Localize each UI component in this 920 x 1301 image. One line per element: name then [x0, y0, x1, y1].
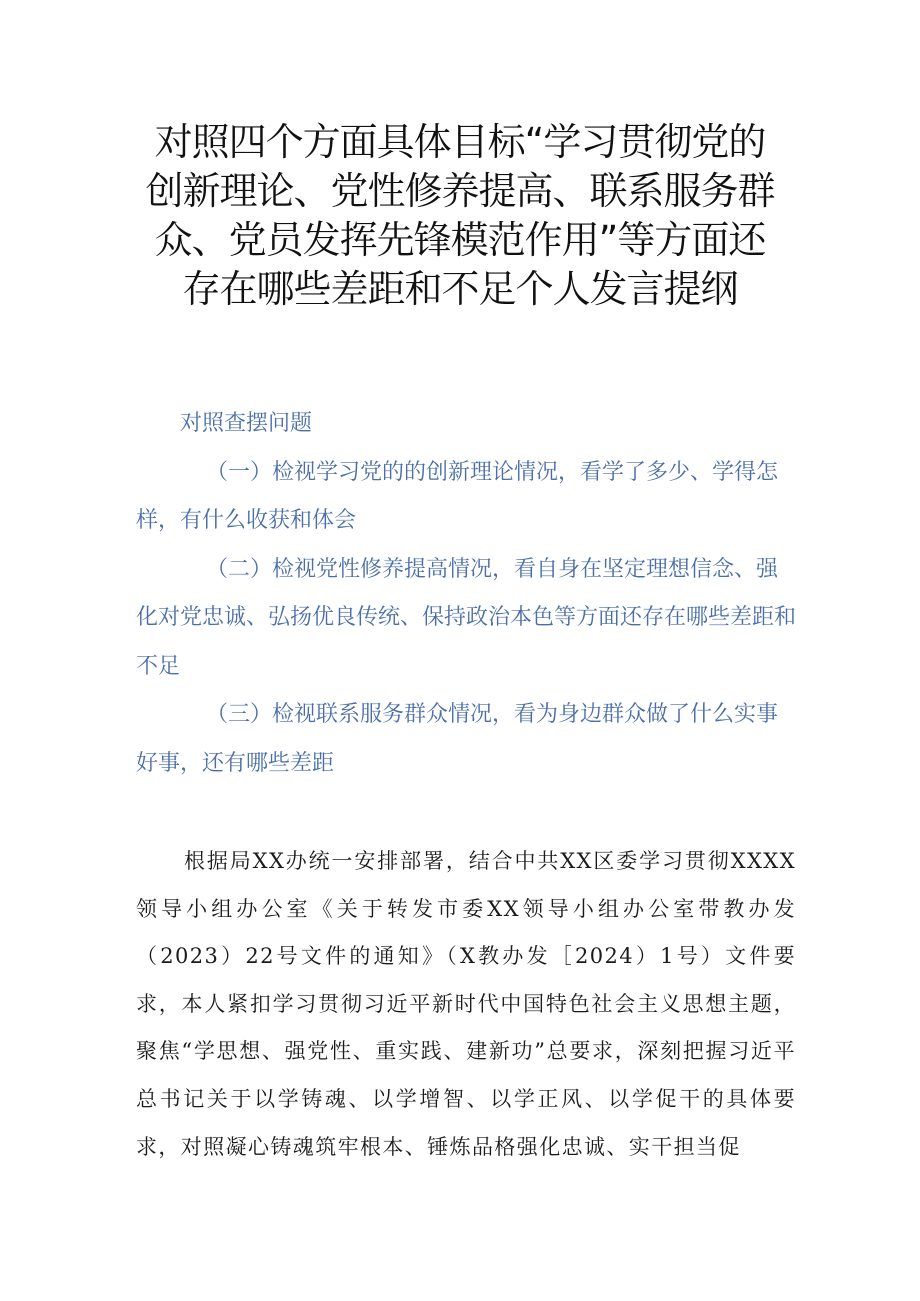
title-line: 众、党员发挥先锋模范作用”等方面还 [154, 218, 766, 262]
body-paragraph: 根据局XX办统一安排部署，结合中共XX区委学习贯彻XXXX领导小组办公室《关于转发市委XX领导小组办公室带教办发（2023）22号文件的通知》（X教办发［2024）1号）文件要求，本人紧扣学习贯彻习近平新时代中国特色社会主义思想主题，聚焦“学思想、强党性、重实践、建新功”总要求，深刻把握习近平总书记关于以学铸魂、以学增智、以学正风、以学促干的具体要求，对照凝心铸魂筑牢根本、锤炼品格强化忠诚、实干担当促 [136, 849, 796, 1159]
outline-heading: 对照查摆问题 [180, 411, 313, 436]
outline-item-2: （二）检视党性修养提高情况，看自身在坚定理想信念、强化对党忠诚、弘扬优良传统、保持政治本色等方面还存在哪些差距和不足 [136, 556, 797, 679]
title-line: 创新理论、党性修养提高、联系服务群 [145, 169, 775, 213]
outline-item-1: （一）检视学习党的的创新理论情况，看学了多少、学得怎样，有什么收获和体会 [136, 459, 779, 533]
outline-section [136, 400, 796, 788]
document-title [120, 118, 800, 314]
title-line: 存在哪些差距和不足个人发言提纲 [182, 267, 738, 311]
outline-item-3: （三）检视联系服务群众情况，看为身边群众做了什么实事好事，还有哪些差距 [136, 702, 779, 776]
body-section [136, 838, 796, 1171]
title-line: 对照四个方面具体目标“学习贯彻党的 [154, 120, 766, 164]
